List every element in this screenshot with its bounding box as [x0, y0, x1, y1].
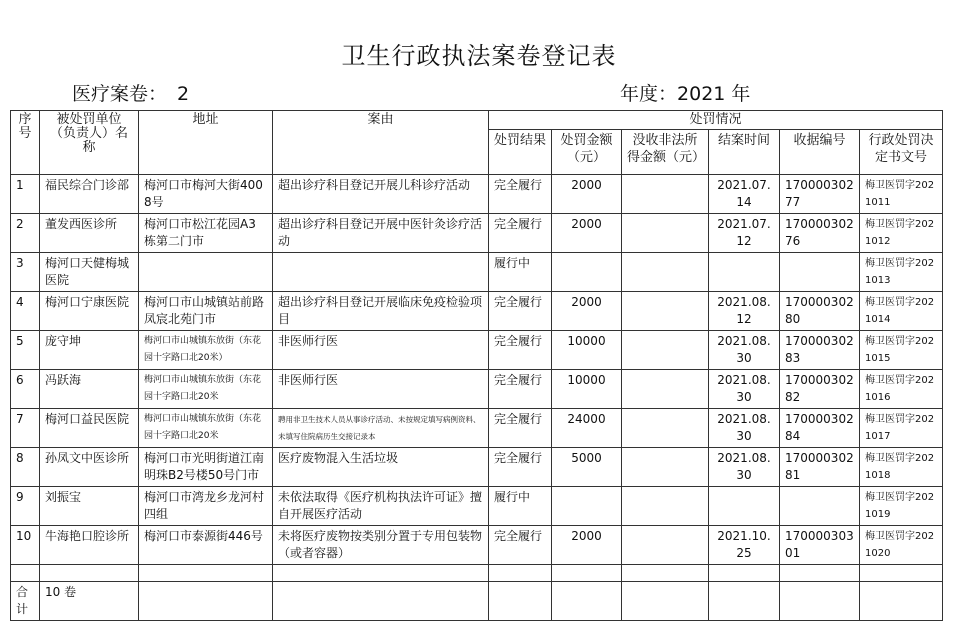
cell-unit: 梅河口宁康医院: [40, 292, 139, 331]
cell-result: 完全履行: [489, 292, 552, 331]
cell-seq: 3: [11, 253, 40, 292]
cell-amount: [552, 487, 622, 526]
cell-address: 梅河口市山城镇东放街（东花园十字路口北20米）: [139, 331, 273, 370]
table-row: [11, 448, 943, 487]
header-seq: 序号: [11, 111, 40, 175]
cell-address: 梅河口市梅河大街4008号: [139, 175, 273, 214]
cell-receipt-no: 17000030284: [780, 409, 860, 448]
cell-receipt-no: 17000030301: [780, 526, 860, 565]
cell-end-time: 2021.08.30: [709, 331, 780, 370]
cell-confiscated: [622, 370, 709, 409]
cell-unit: 福民综合门诊部: [40, 175, 139, 214]
volume-label: 医疗案卷：: [72, 83, 168, 105]
cell-confiscated: [622, 175, 709, 214]
cell-end-time: 2021.08.30: [709, 370, 780, 409]
cell-cause: 医疗废物混入生活垃圾: [273, 448, 489, 487]
cell-address: 梅河口市松江花园A3栋第二门市: [139, 214, 273, 253]
cell-cause: 非医师行医: [273, 370, 489, 409]
header-unit: 被处罚单位（负责人）名称: [40, 111, 139, 175]
cell-amount: 10000: [552, 331, 622, 370]
cell-address: 梅河口市山城镇站前路凤宸北苑门市: [139, 292, 273, 331]
cell-receipt-no: 17000030277: [780, 175, 860, 214]
cell-decision-no: 梅卫医罚字2021017: [860, 409, 943, 448]
header-receipt-no: 收据编号: [780, 130, 860, 175]
cell-address: 梅河口市湾龙乡龙河村四组: [139, 487, 273, 526]
header-cause: 案由: [273, 111, 489, 175]
cell-result: 完全履行: [489, 409, 552, 448]
cell-amount: 2000: [552, 292, 622, 331]
cell-unit: 庞守坤: [40, 331, 139, 370]
table-row: [11, 214, 943, 253]
register-table: [10, 110, 943, 621]
cell-amount: 2000: [552, 214, 622, 253]
cell-result: 履行中: [489, 487, 552, 526]
cell-decision-no: 梅卫医罚字2021018: [860, 448, 943, 487]
cell-result: 完全履行: [489, 526, 552, 565]
cell-seq: 7: [11, 409, 40, 448]
cell-cause: [273, 253, 489, 292]
document-title: 卫生行政执法案卷登记表: [341, 42, 617, 70]
cell-unit: 梅河口益民医院: [40, 409, 139, 448]
cell-decision-no: 梅卫医罚字2021011: [860, 175, 943, 214]
cell-confiscated: [622, 526, 709, 565]
cell-confiscated: [622, 253, 709, 292]
cell-result: 完全履行: [489, 331, 552, 370]
cell-end-time: [709, 253, 780, 292]
table-row: [11, 253, 943, 292]
cell-amount: [552, 253, 622, 292]
cell-end-time: 2021.08.30: [709, 448, 780, 487]
cell-unit: 孙凤文中医诊所: [40, 448, 139, 487]
cell-confiscated: [622, 292, 709, 331]
volume-info: [72, 79, 189, 106]
cell-decision-no: 梅卫医罚字2021019: [860, 487, 943, 526]
cell-seq: 5: [11, 331, 40, 370]
header-end-time: 结案时间: [709, 130, 780, 175]
table-row: [11, 487, 943, 526]
cell-end-time: 2021.07.12: [709, 214, 780, 253]
cell-end-time: [709, 487, 780, 526]
cell-receipt-no: 17000030276: [780, 214, 860, 253]
cell-end-time: 2021.08.12: [709, 292, 780, 331]
cell-seq: 6: [11, 370, 40, 409]
cell-cause: 超出诊疗科目登记开展儿科诊疗活动: [273, 175, 489, 214]
cell-amount: 10000: [552, 370, 622, 409]
cell-decision-no: 梅卫医罚字2021020: [860, 526, 943, 565]
cell-result: 履行中: [489, 253, 552, 292]
cell-address: [139, 253, 273, 292]
total-row: [11, 582, 943, 621]
cell-receipt-no: 17000030280: [780, 292, 860, 331]
volume-value: 2: [177, 83, 190, 105]
header-result: 处罚结果: [489, 130, 552, 175]
year-info: [620, 79, 750, 106]
cell-confiscated: [622, 409, 709, 448]
cell-receipt-no: 17000030282: [780, 370, 860, 409]
cell-decision-no: 梅卫医罚字2021013: [860, 253, 943, 292]
cell-end-time: 2021.08.30: [709, 409, 780, 448]
cell-end-time: 2021.10.25: [709, 526, 780, 565]
total-label: 合计: [11, 582, 40, 621]
cell-confiscated: [622, 214, 709, 253]
cell-amount: 5000: [552, 448, 622, 487]
cell-seq: 9: [11, 487, 40, 526]
cell-result: 完全履行: [489, 214, 552, 253]
year-value: 2021 年: [677, 83, 751, 105]
header-decision-no: 行政处罚决定书文号: [860, 130, 943, 175]
cell-seq: 10: [11, 526, 40, 565]
table-row: [11, 409, 943, 448]
table-row: [11, 331, 943, 370]
cell-result: 完全履行: [489, 448, 552, 487]
total-value: 10 卷: [40, 582, 139, 621]
cell-result: 完全履行: [489, 370, 552, 409]
header-address: 地址: [139, 111, 273, 175]
cell-cause: 未将医疗废物按类别分置于专用包装物（或者容器）: [273, 526, 489, 565]
cell-receipt-no: 17000030281: [780, 448, 860, 487]
cell-receipt-no: [780, 487, 860, 526]
cell-cause: 未依法取得《医疗机构执法许可证》擅自开展医疗活动: [273, 487, 489, 526]
cell-cause: 超出诊疗科目登记开展中医针灸诊疗活动: [273, 214, 489, 253]
header-confiscated: 没收非法所得金额（元）: [622, 130, 709, 175]
cell-unit: 冯跃海: [40, 370, 139, 409]
blank-row: [11, 565, 943, 582]
header-row-1: [11, 111, 943, 130]
cell-address: 梅河口市山城镇东放街（东花园十字路口北20米: [139, 370, 273, 409]
cell-receipt-no: 17000030283: [780, 331, 860, 370]
cell-address: 梅河口市光明街道江南明珠B2号楼50号门市: [139, 448, 273, 487]
cell-seq: 4: [11, 292, 40, 331]
cell-unit: 梅河口天健梅城医院: [40, 253, 139, 292]
header-amount: 处罚金额（元）: [552, 130, 622, 175]
cell-cause: 超出诊疗科目登记开展临床免疫检验项目: [273, 292, 489, 331]
cell-unit: 牛海艳口腔诊所: [40, 526, 139, 565]
year-label: 年度：: [620, 83, 678, 105]
cell-cause: 非医师行医: [273, 331, 489, 370]
cell-result: 完全履行: [489, 175, 552, 214]
cell-address: 梅河口市泰源街446号: [139, 526, 273, 565]
cell-decision-no: 梅卫医罚字2021015: [860, 331, 943, 370]
cell-receipt-no: [780, 253, 860, 292]
cell-end-time: 2021.07.14: [709, 175, 780, 214]
cell-amount: 2000: [552, 175, 622, 214]
cell-cause: 聘用非卫生技术人员从事诊疗活动、未按规定填写病例资料、未填写住院病历生交接记录本: [273, 409, 489, 448]
table-row: [11, 292, 943, 331]
cell-decision-no: 梅卫医罚字2021012: [860, 214, 943, 253]
cell-seq: 8: [11, 448, 40, 487]
cell-confiscated: [622, 448, 709, 487]
cell-unit: 董发西医诊所: [40, 214, 139, 253]
cell-confiscated: [622, 331, 709, 370]
table-row: [11, 526, 943, 565]
cell-seq: 1: [11, 175, 40, 214]
cell-amount: 24000: [552, 409, 622, 448]
table-row: [11, 175, 943, 214]
cell-address: 梅河口市山城镇东放街（东花园十字路口北20米: [139, 409, 273, 448]
table-row: [11, 370, 943, 409]
cell-amount: 2000: [552, 526, 622, 565]
cell-decision-no: 梅卫医罚字2021014: [860, 292, 943, 331]
cell-decision-no: 梅卫医罚字2021016: [860, 370, 943, 409]
cell-unit: 刘振宝: [40, 487, 139, 526]
cell-seq: 2: [11, 214, 40, 253]
cell-confiscated: [622, 487, 709, 526]
header-penalty-group: 处罚情况: [489, 111, 943, 130]
